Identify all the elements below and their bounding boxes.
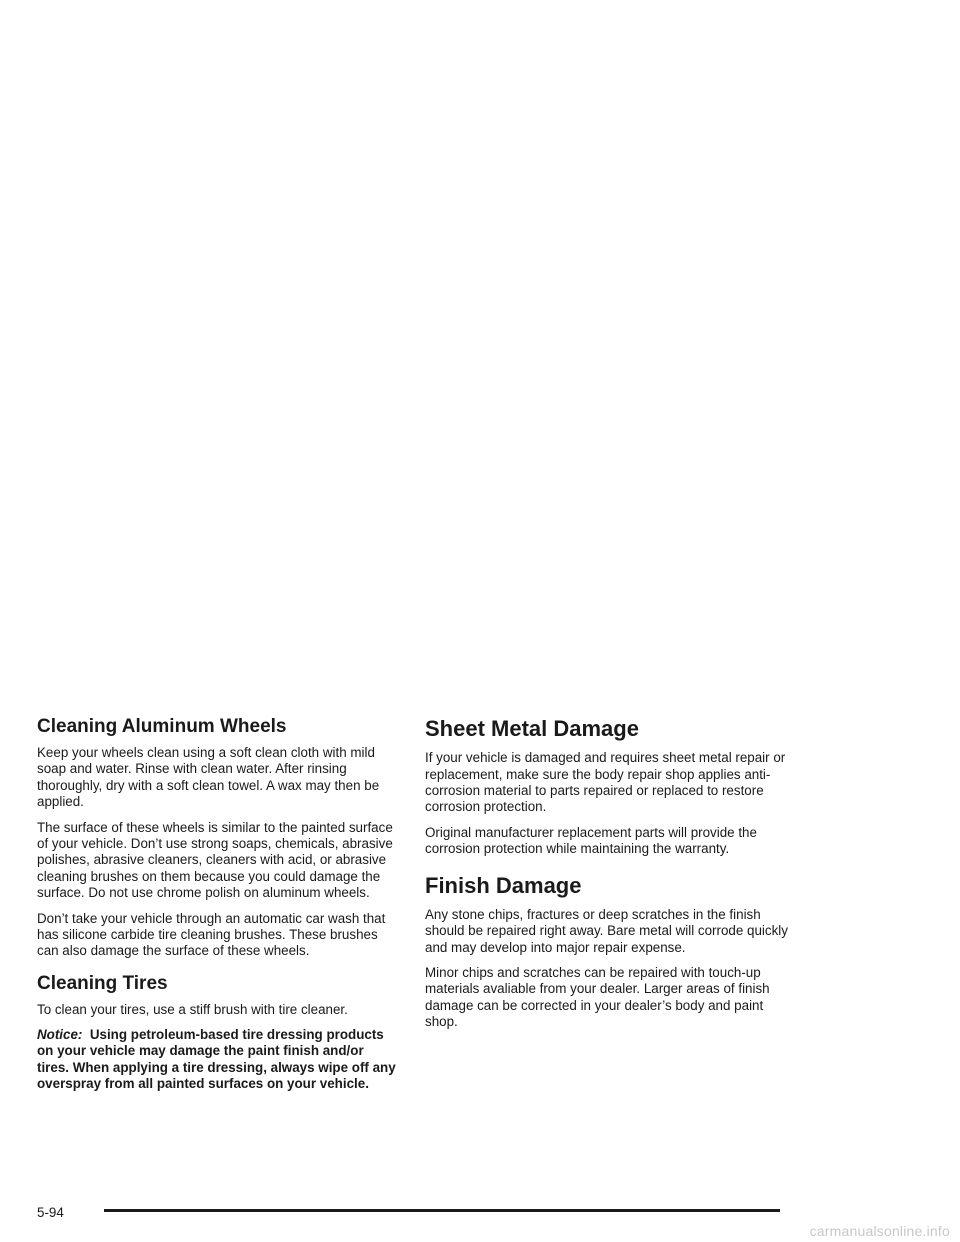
- paragraph: Any stone chips, fractures or deep scratches in the finish should be repaired right away. Bare metal will corrode quickly and may develop into major repair expense.: [425, 906, 788, 955]
- heading-cleaning-tires: Cleaning Tires: [37, 972, 168, 994]
- watermark: carmanualsonline.info: [809, 1223, 950, 1239]
- paragraph: If your vehicle is damaged and requires sheet metal repair or replacement, make sure the body repair shop applies anti-corrosion material to parts repaired or replaced to restore corrosion protection.: [425, 750, 786, 815]
- heading-sheet-metal-damage: Sheet Metal Damage: [425, 716, 639, 741]
- notice-label: Notice:: [37, 1027, 83, 1043]
- right-column: [425, 717, 790, 1047]
- section-cleaning-aluminum-wheels: [37, 717, 397, 960]
- heading-cleaning-aluminum-wheels: Cleaning Aluminum Wheels: [37, 716, 287, 737]
- paragraph: To clean your tires, use a stiff brush with tire cleaner.: [37, 1001, 348, 1017]
- paragraph: Don’t take your vehicle through an automatic car wash that has silicone carbide tire cleaning brushes. These brushes can also damage the surface of these wheels.: [37, 910, 386, 959]
- heading-finish-damage: Finish Damage: [425, 872, 582, 898]
- footer-rule: [104, 1209, 780, 1212]
- paragraph: Original manufacturer replacement parts will provide the corrosion protection while maintaining the warranty.: [425, 824, 757, 857]
- notice-paragraph: [37, 1027, 397, 1093]
- paragraph: Keep your wheels clean using a soft clean cloth with mild soap and water. Rinse with clean water. After rinsing thoroughly, dry with a soft clean towel. A wax may then be applied.: [37, 744, 380, 810]
- paragraph: Minor chips and scratches can be repaired with touch-up materials avaliable from your dealer. Larger areas of finish damage can be corrected in your dealer’s body and paint shop.: [425, 965, 770, 1030]
- paragraph: The surface of these wheels is similar to the painted surface of your vehicle. Don’t use strong soaps, chemicals, abrasive polishes, abrasive cleaners, cleaners with acid, or abrasive cleaning brushes on them because you could damage the surface. Do not use chrome polish on aluminum wheels.: [37, 819, 393, 901]
- left-column: [37, 717, 397, 1107]
- section-sheet-metal-damage: [425, 717, 790, 858]
- notice-text: Using petroleum-based tire dressing products on your vehicle may damage the paint finish and/or tires. When applying a tire dressing, always wipe off any overspray from all painted surfaces on your vehicle.: [37, 1027, 396, 1092]
- section-cleaning-tires: [37, 974, 397, 1093]
- section-finish-damage: [425, 874, 790, 1031]
- page-number: 5-94: [37, 1205, 64, 1220]
